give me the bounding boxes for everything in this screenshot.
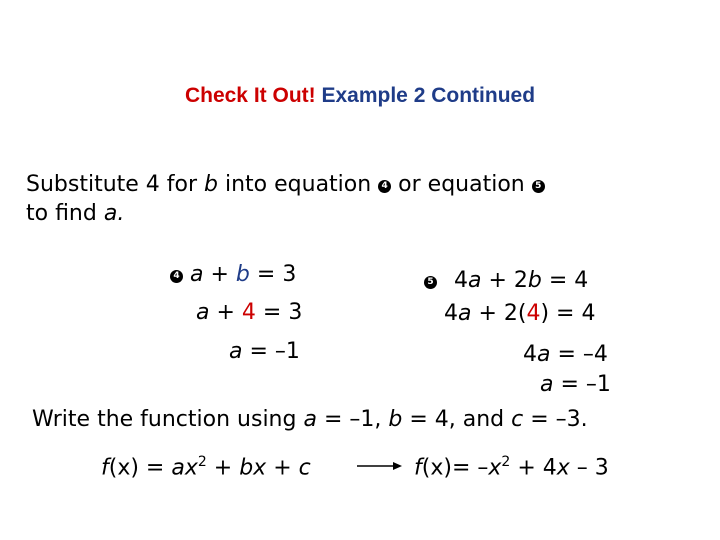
equation-4-marker: 4: [170, 270, 183, 283]
var-a: a: [190, 262, 204, 287]
equals-sign: = –: [451, 455, 489, 481]
var-a: a: [540, 372, 554, 397]
var-a: a: [303, 407, 317, 432]
term-bx: bx: [239, 455, 267, 481]
equals-value: = –1: [249, 339, 300, 364]
substituted-value: 4: [526, 301, 541, 326]
left-step-3: [229, 339, 300, 364]
left-step-1: [170, 262, 296, 287]
func-f: f: [101, 455, 109, 481]
var-c: c: [511, 407, 524, 432]
intro-var-a: a.: [103, 201, 125, 226]
var-a: a: [229, 339, 243, 364]
summary-text: = 4, and: [402, 407, 512, 432]
equals-value: = 3: [262, 300, 303, 325]
term-c: c: [298, 455, 311, 481]
intro-var-b: b: [204, 172, 218, 197]
term: + 2: [481, 268, 528, 293]
title-rest: Example 2 Continued: [321, 84, 536, 107]
term: + 2(: [471, 301, 527, 326]
equation-5-marker: 5: [532, 180, 545, 193]
intro-text: to find: [26, 201, 104, 226]
substituted-value: 4: [241, 300, 256, 325]
left-step-2: [196, 300, 302, 325]
exponent: 2: [501, 454, 511, 470]
summary-text: = –1,: [316, 407, 389, 432]
coefficient: 4: [523, 342, 537, 367]
coefficient: 4: [444, 301, 458, 326]
right-arrow-icon: [357, 460, 403, 472]
summary-text: = –3.: [523, 407, 588, 432]
specific-form: [414, 454, 609, 480]
var-a: a: [458, 301, 472, 326]
summary-text: Write the function using: [32, 407, 304, 432]
func-arg: (x): [108, 455, 139, 481]
equals-value: = 4: [541, 268, 589, 293]
var-b: b: [388, 407, 403, 432]
var-x: x: [556, 455, 570, 481]
slide-title: [0, 84, 720, 108]
equals-value: ) = 4: [540, 301, 596, 326]
plus-sign: +: [216, 300, 235, 325]
equation-4-marker: 4: [378, 180, 391, 193]
coefficient: 4: [454, 268, 468, 293]
plus-sign: +: [210, 262, 229, 287]
right-step-3: [523, 342, 608, 367]
equals-value: = 3: [256, 262, 297, 287]
func-arg: (x): [421, 455, 452, 481]
var-b: b: [527, 268, 542, 293]
right-step-4: [540, 372, 611, 397]
exponent: 2: [197, 454, 207, 470]
intro-text: into equation: [218, 172, 379, 197]
intro-text: or equation: [391, 172, 532, 197]
general-form: [101, 454, 311, 480]
var-x: x: [488, 455, 502, 481]
var-a: a: [196, 300, 210, 325]
term: – 3: [569, 455, 609, 481]
term: + 4: [510, 455, 557, 481]
func-f: f: [414, 455, 422, 481]
intro-text: Substitute 4 for: [26, 172, 205, 197]
var-b: b: [235, 262, 250, 287]
equals-sign: =: [138, 455, 172, 481]
equals-value: = –1: [553, 372, 611, 397]
var-a: a: [468, 268, 482, 293]
equation-5-marker: 5: [424, 276, 437, 289]
plus-sign: +: [266, 455, 299, 481]
plus-sign: +: [206, 455, 240, 481]
summary-line: [32, 407, 588, 432]
term-ax: ax: [171, 455, 198, 481]
right-step-1: [424, 268, 588, 293]
intro-line-2: [26, 201, 124, 226]
var-a: a: [537, 342, 551, 367]
right-step-2: [444, 301, 595, 326]
equals-value: = –4: [550, 342, 608, 367]
title-prefix: Check It Out!: [184, 84, 316, 107]
intro-line-1: [26, 172, 545, 197]
